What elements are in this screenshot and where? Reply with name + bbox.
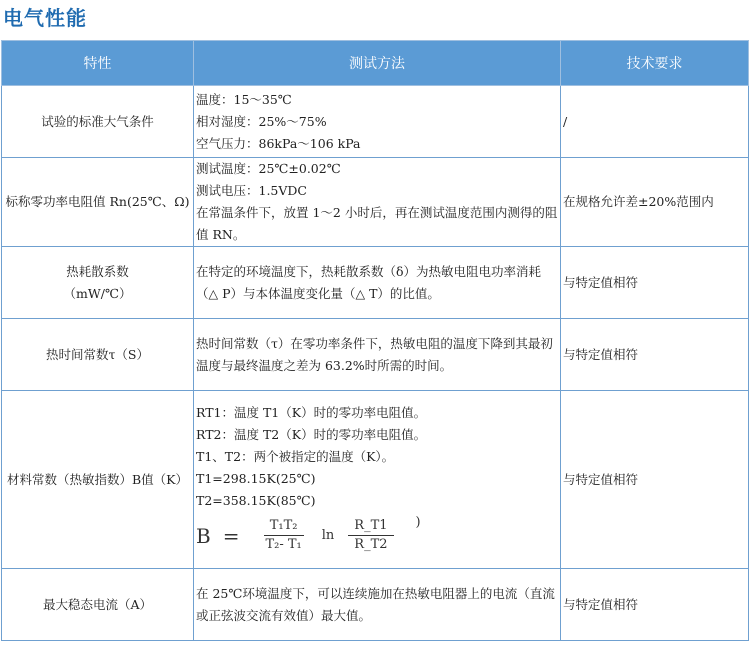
formula-numerator: T₁T₂ — [264, 518, 304, 536]
header-test-method: 测试方法 — [194, 41, 561, 86]
formula-fraction-temperature — [259, 518, 307, 553]
row-characteristic: 热时间常数τ（S） — [2, 319, 194, 391]
formula-ln: ln — [321, 527, 335, 543]
table-row — [2, 247, 749, 319]
method-line: 相对湿度：25%～75% — [196, 113, 327, 129]
method-line: T1、T2：两个被指定的温度（K）。 — [196, 449, 395, 464]
table-header-row — [2, 41, 749, 86]
table-row — [2, 569, 749, 641]
method-line: 在常温条件下，放置 1～2 小时后，再在测试温度范围内测得的阻值 RN。 — [196, 205, 558, 242]
method-line: 在 25℃环境温度下，可以连续施加在热敏电阻器上的电流（直流或正弦波交流有效值）最大值。 — [196, 585, 555, 623]
table-row — [2, 86, 749, 158]
header-requirement: 技术要求 — [561, 41, 749, 86]
method-line: RT1：温度 T1（K）时的零功率电阻值。 — [196, 405, 427, 420]
formula-numerator: R_T1 — [348, 518, 393, 536]
method-line: 温度：15～35℃ — [196, 91, 292, 107]
row-characteristic: 最大稳态电流（A） — [2, 569, 194, 641]
formula-denominator: R_T2 — [354, 537, 388, 552]
row-requirement: 与特定值相符 — [561, 569, 749, 641]
electrical-performance-table — [1, 40, 749, 641]
row-method — [194, 86, 561, 158]
characteristic-name: 热耗散系数 — [66, 263, 129, 279]
b-value-formula — [196, 515, 558, 553]
formula-denominator: T₂- T₁ — [265, 537, 302, 552]
characteristic-unit: （mW/℃） — [63, 285, 132, 301]
formula-close-paren: ) — [415, 515, 421, 530]
row-method — [194, 319, 561, 391]
table-row — [2, 391, 749, 569]
formula-equals: = — [222, 523, 240, 548]
row-requirement: 与特定值相符 — [561, 391, 749, 569]
row-requirement: / — [561, 86, 749, 158]
row-method — [194, 158, 561, 247]
row-method — [194, 569, 561, 641]
row-requirement: 与特定值相符 — [561, 247, 749, 319]
formula-lhs: B — [196, 523, 211, 548]
method-line: 在特定的环境温度下，热耗散系数（δ）为热敏电阻电功率消耗（△ P）与本体温度变化量（△ T）的比值。 — [196, 263, 542, 301]
row-method — [194, 391, 561, 569]
method-line: T2=358.15K(85℃) — [196, 493, 316, 508]
section-title: 电气性能 — [3, 6, 87, 30]
method-line: RT2：温度 T2（K）时的零功率电阻值。 — [196, 427, 427, 442]
method-line: 空气压力：86kPa～106 kPa — [196, 135, 361, 151]
method-line: T1=298.15K(25℃) — [196, 471, 316, 486]
method-line: 热时间常数（τ）在零功率条件下，热敏电阻的温度下降到其最初温度与最终温度之差为 63.2%时所需的时间。 — [196, 335, 553, 373]
method-line: 测试电压：1.5VDC — [196, 183, 307, 198]
row-characteristic: 试验的标准大气条件 — [2, 86, 194, 158]
row-characteristic: 标称零功率电阻值 Rn(25℃、Ω) — [2, 158, 194, 247]
row-requirement: 在规格允许差±20%范围内 — [561, 158, 749, 247]
formula-fraction-resistance — [348, 518, 393, 553]
header-characteristic: 特性 — [2, 41, 194, 86]
row-requirement: 与特定值相符 — [561, 319, 749, 391]
row-method — [194, 247, 561, 319]
row-characteristic: 材料常数（热敏指数）B值（K） — [2, 391, 194, 569]
method-line: 测试温度：25℃±0.02℃ — [196, 161, 341, 176]
row-characteristic — [2, 247, 194, 319]
table-row — [2, 319, 749, 391]
table-row — [2, 158, 749, 247]
